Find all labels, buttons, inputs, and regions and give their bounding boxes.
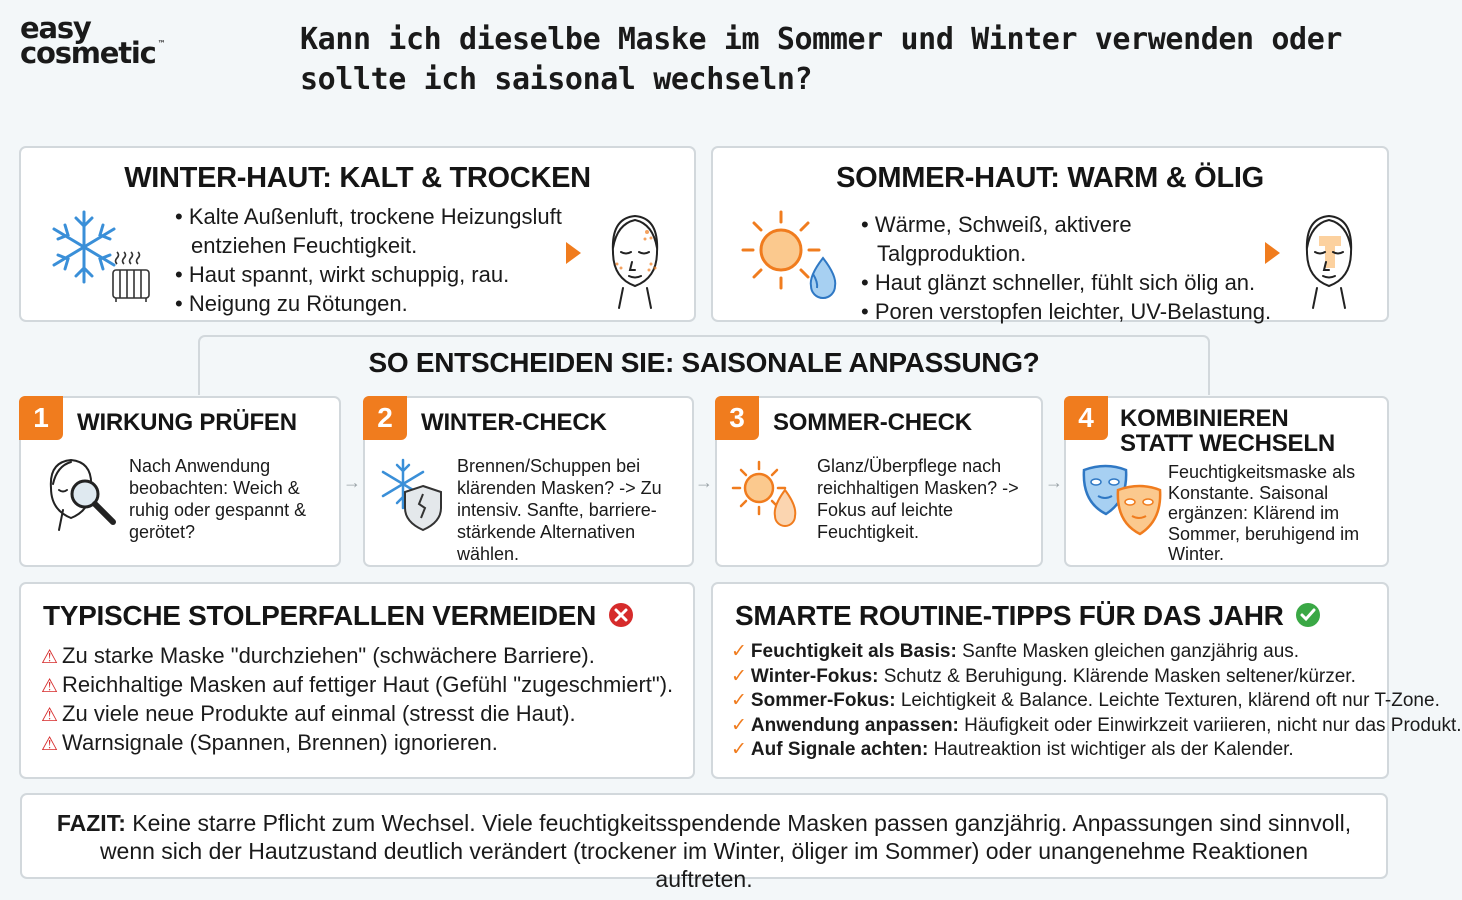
pitfall-text: Zu viele neue Produkte auf einmal (stresst die Haut). [62,701,576,726]
tip-item [731,714,1462,739]
masks-icon [1078,460,1170,542]
logo-line-2-text: cosmetic [20,35,156,70]
pitfalls-card [19,582,695,779]
brand-logo [20,11,166,70]
summer-bullet: • Poren verstopfen leichter, UV-Belastung. [861,297,1281,326]
drop-icon [803,254,843,304]
fazit-card [20,793,1388,892]
decide-heading: SO ENTSCHEIDEN SIE: SAISONALE ANPASSUNG? [368,347,1040,378]
tip-text: Schutz & Beruhigung. Klärende Masken seltener/kürzer. [883,665,1356,687]
pitfalls-heading [43,600,634,632]
error-icon [608,602,634,628]
step-text: Feuchtigkeitsmaske als Konstante. Saisonal ergänzen: Klärend im Sommer, beruhigend im Winter. [1168,462,1360,564]
check-icon: ✓ [731,739,747,760]
tip-text: Häufigkeit oder Einwirkzeit variieren, nicht nur das Produkt. [964,714,1462,736]
step-number: 4 [1064,396,1108,440]
oily-face-icon [1293,208,1365,312]
summer-heading: SOMMER-HAUT: WARM & ÖLIG [836,162,1264,194]
pitfall-item [41,642,673,671]
face-magnifier-icon [41,454,123,536]
step-number: 3 [715,396,759,440]
tip-item [731,738,1462,763]
step-text: Glanz/Überpflege nach reichhaltigen Masken? -> Fokus auf leichte Feuchtigkeit. [817,456,1019,542]
warning-icon: ⚠ [41,705,59,726]
summer-bullet-list [861,210,1281,326]
pitfall-text: Reichhaltige Masken auf fettiger Haut (Gefühl "zugeschmiert"). [62,672,674,697]
winter-bullet: • Haut spannt, wirkt schuppig, rau. [175,260,595,289]
fazit-text: Keine starre Pflicht zum Wechsel. Viele feuchtigkeitsspendende Masken passen ganzjährig. Anpassungen sind sinnvoll, wenn sich der Hautzustand deutlich verändert (trockener im Winter, öliger im Sommer) oder unangenehme Reaktionen auftreten. [99,810,1352,892]
step-number: 2 [363,396,407,440]
pitfall-item [41,671,673,700]
fazit-text-block [52,809,1356,893]
step-text: Brennen/Schuppen bei klärenden Masken? -> Zu intensiv. Sanfte, barriere-stärkende Alternativen wählen. [457,456,662,564]
summer-bullet: • Haut glänzt schneller, fühlt sich ölig an. [861,268,1281,297]
step-number: 1 [19,396,63,440]
check-icon: ✓ [731,690,747,711]
step-text: Nach Anwendung beobachten: Weich & ruhig oder gespannt & gerötet? [129,456,307,542]
tip-item [731,640,1462,665]
check-icon: ✓ [731,665,747,687]
pitfall-text: Zu starke Maske "durchziehen" (schwächere Barriere). [62,643,595,668]
tips-card [711,582,1462,779]
summer-arrow-icon [1265,242,1280,264]
snowflake-shield-icon [377,456,449,536]
pitfall-item [41,700,673,729]
tip-label: Feuchtigkeit als Basis: [750,641,957,662]
winter-heading: WINTER-HAUT: KALT & TROCKEN [124,162,591,194]
pitfall-item [41,729,673,758]
step-2-card [363,396,694,567]
tip-item [731,665,1462,690]
tip-label: Anwendung anpassen: [750,714,959,736]
step-1-card [19,396,341,567]
pitfalls-list [41,642,673,758]
summer-bullet: • Wärme, Schweiß, aktivere Talgproduktion. [861,210,1281,268]
logo-line-1: easy [20,11,91,45]
tip-label: Sommer-Fokus: [750,690,896,711]
check-icon: ✓ [731,714,747,736]
step-title: KOMBINIEREN STATT WECHSELN [1120,405,1335,457]
logo-tm: ™ [157,38,166,48]
dry-face-icon [599,208,671,312]
tip-text: Sanfte Masken gleichen ganzjährig aus. [962,641,1300,662]
warning-icon: ⚠ [41,676,59,697]
fazit-label: FAZIT: [56,810,126,836]
tips-list [731,640,1462,763]
step-connector-icon: → [695,472,713,492]
winter-arrow-icon [566,242,581,264]
pitfalls-heading-text: TYPISCHE STOLPERFALLEN VERMEIDEN [43,600,597,631]
radiator-icon [109,248,155,304]
step-title: WINTER-CHECK [421,409,607,436]
sun-drop-icon [729,458,809,538]
winter-bullet-list [175,202,595,318]
pitfall-text: Warnsignale (Spannen, Brennen) ignorieren. [62,730,498,755]
step-3-card [715,396,1043,567]
step-connector-icon: → [343,472,361,492]
page-title: Kann ich dieselbe Maske im Sommer und Winter verwenden oder sollte ich saisonal wechseln? [300,22,1343,97]
winter-card [19,146,696,322]
check-circle-icon [1295,602,1321,628]
warning-icon: ⚠ [41,647,59,668]
tips-heading [735,600,1321,632]
step-title: WIRKUNG PRÜFEN [77,409,297,436]
check-icon: ✓ [731,641,747,662]
tip-label: Auf Signale achten: [750,739,929,760]
logo-line-2 [20,35,166,70]
warning-icon: ⚠ [41,734,59,755]
step-title: SOMMER-CHECK [773,409,972,436]
summer-card [711,146,1389,322]
tips-heading-text: SMARTE ROUTINE-TIPPS FÜR DAS JAHR [735,600,1284,631]
tip-text: Leichtigkeit & Balance. Leichte Texturen, klärend oft nur T-Zone. [900,690,1440,711]
tip-item [731,689,1462,714]
winter-bullet: • Kalte Außenluft, trockene Heizungsluft entziehen Feuchtigkeit. [175,202,595,260]
winter-bullet: • Neigung zu Rötungen. [175,289,595,318]
step-connector-icon: → [1045,472,1063,492]
step-4-card [1064,396,1389,567]
tip-label: Winter-Fokus: [750,665,879,687]
tip-text: Hautreaktion ist wichtiger als der Kalender. [933,739,1294,760]
